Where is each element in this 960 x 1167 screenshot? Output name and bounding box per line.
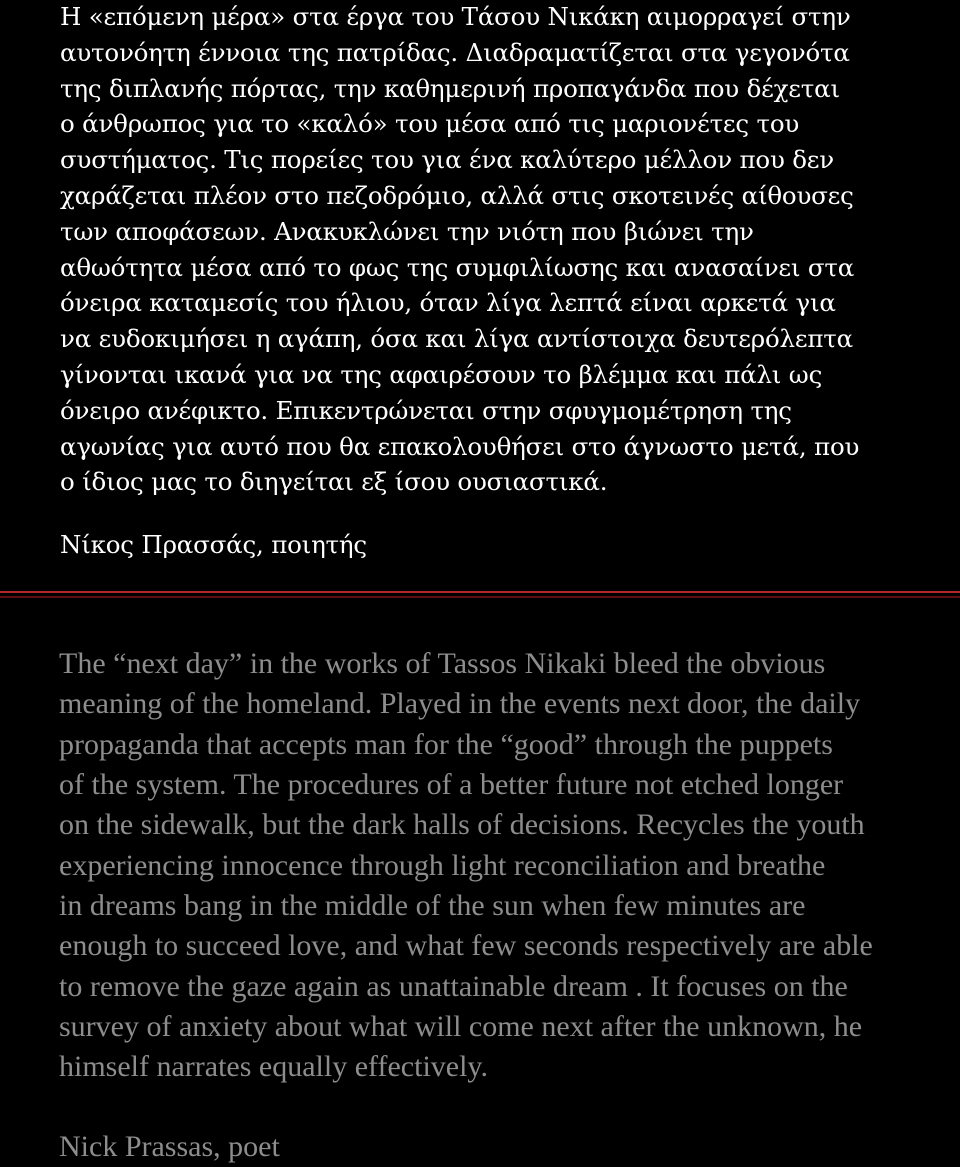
- greek-line: της διπλανής πόρτας, την καθημερινή προπαγάνδα που δέχεται: [60, 73, 840, 103]
- greek-line: Η «επόμενη μέρα» στα έργα του Τάσου Νικάκη αιμορραγεί στην: [60, 2, 851, 31]
- greek-line: όνειρο ανέφικτο. Επικεντρώνεται στην σφυγμομέτρηση της: [60, 395, 792, 425]
- english-line: of the system. The procedures of a better future not etched longer: [59, 768, 844, 802]
- greek-line: ο ίδιος μας το διηγείται εξ ίσου ουσιαστικά.: [60, 467, 608, 497]
- english-line: himself narrates equally effectively.: [59, 1050, 488, 1084]
- english-line: meaning of the homeland. Played in the events next door, the daily: [59, 687, 861, 721]
- english-signature: Nick Prassas, poet: [59, 1130, 280, 1163]
- divider-line-top: [0, 591, 960, 593]
- english-line: survey of anxiety about what will come next after the unknown, he: [59, 1010, 863, 1044]
- greek-line: να ευδοκιμήσει η αγάπη, όσα και λίγα αντίστοιχα δευτερόλεπτα: [60, 324, 853, 354]
- english-paragraph: [59, 644, 919, 1088]
- english-line: The “next day” in the works of Tassos Nikaki bleed the obvious: [59, 647, 826, 680]
- greek-line: όνειρα καταμεσίς του ήλιου, όταν λίγα λεπτά είναι αρκετά για: [60, 288, 836, 318]
- greek-line: αυτονόητη έννοια της πατρίδας. Διαδραματίζεται στα γεγονότα: [60, 37, 850, 67]
- greek-line: αθωότητα μέσα από το φως της συμφιλίωσης και ανασαίνει στα: [60, 252, 855, 282]
- english-line: experiencing innocence through light reconciliation and breathe: [59, 848, 826, 882]
- english-line: propaganda that accepts man for the “good” through the puppets: [59, 727, 833, 761]
- greek-line: συστήματος. Τις πορείες του για ένα καλύτερο μέλλον που δεν: [60, 145, 834, 175]
- english-line: to remove the gaze again as unattainable dream . It focuses on the: [59, 969, 848, 1003]
- english-line: on the sidewalk, but the dark halls of decisions. Recycles the youth: [59, 808, 865, 842]
- greek-line: γίνονται ικανά για να της αφαιρέσουν το βλέμμα και πάλι ως: [60, 359, 823, 389]
- greek-line: των αποφάσεων. Ανακυκλώνει την νιότη που βιώνει την: [60, 216, 754, 246]
- english-line: in dreams bang in the middle of the sun when few minutes are: [59, 889, 806, 923]
- divider-line-bottom: [0, 596, 960, 598]
- greek-line: χαράζεται πλέον στο πεζοδρόμιο, αλλά στις σκοτεινές αίθουσες: [60, 180, 854, 210]
- english-line: enough to succeed love, and what few seconds respectively are able: [59, 929, 873, 963]
- greek-line: αγωνίας για αυτό που θα επακολουθήσει στο άγνωστο μετά, που: [60, 431, 860, 461]
- greek-paragraph: [60, 0, 910, 500]
- greek-signature: Νίκος Πρασσάς, ποιητής: [60, 530, 367, 559]
- greek-line: ο άνθρωπος για το «καλό» του μέσα από τις μαριονέτες του: [60, 109, 800, 139]
